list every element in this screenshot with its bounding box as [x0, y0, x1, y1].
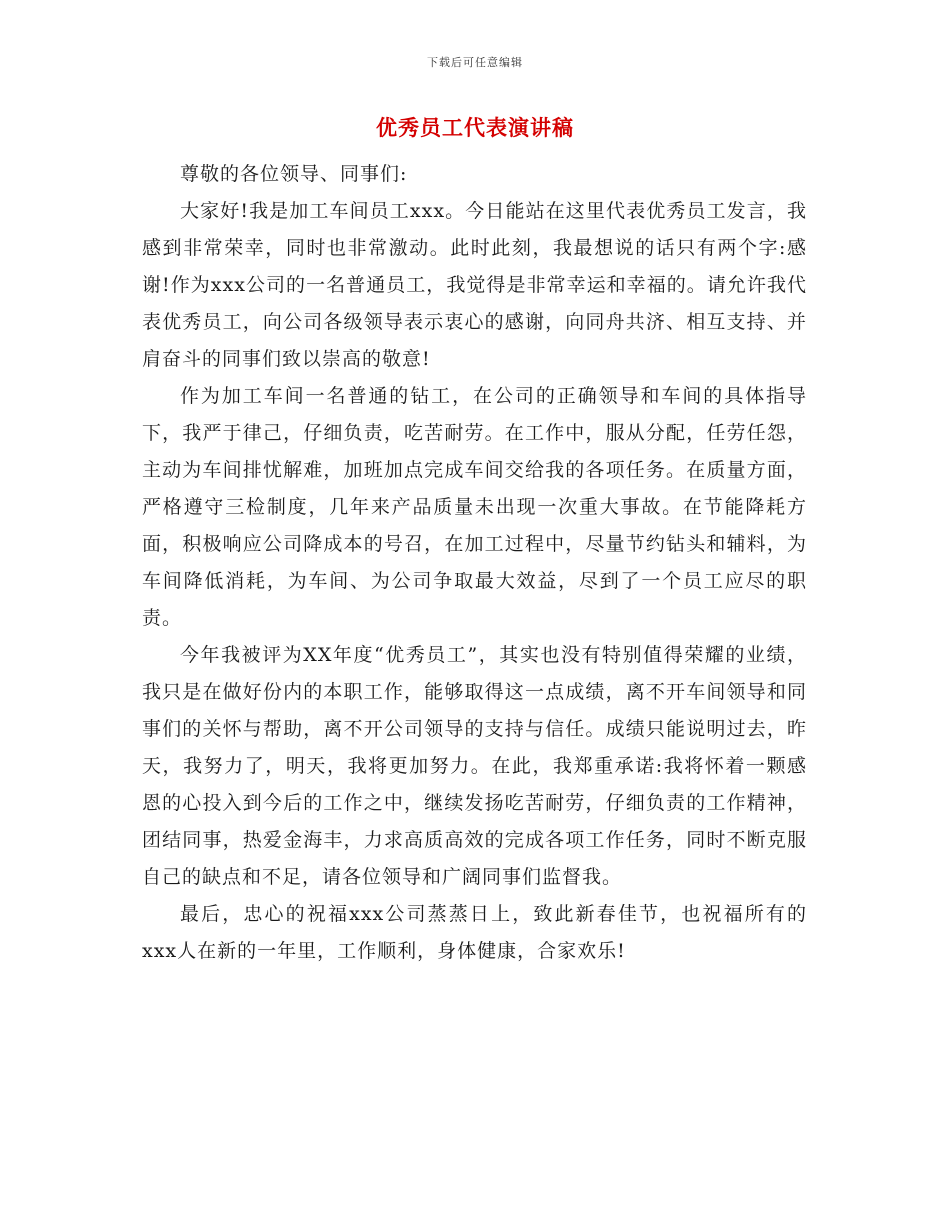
salutation-paragraph: 尊敬的各位领导、同事们: — [180, 163, 408, 185]
document-body — [142, 156, 807, 970]
body-paragraph: 今年我被评为XX年度“优秀员工”，其实也没有特别值得荣耀的业绩，我只是在做好份内的本职工作，能够取得这一点成绩，离不开车间领导和同事们的关怀与帮助，离不开公司领导的支持与信任。成绩只能说明过去，昨天，我努力了，明天，我将更加努力。在此，我郑重承诺:我将怀着一颗感恩的心投入到今后的工作之中，继续发扬吃苦耐劳，仔细负责的工作精神，团结同事，热爱金海丰，力求高质高效的完成各项工作任务，同时不断克服自己的缺点和不足，请各位领导和广阔同事们监督我。 — [142, 644, 807, 888]
closing-paragraph: 最后，忠心的祝福xxx公司蒸蒸日上，致此新春佳节，也祝福所有的xxx人在新的一年里，工作顺利，身体健康，合家欢乐! — [142, 903, 807, 962]
header-note: 下载后可任意编辑 — [427, 56, 523, 69]
document-title: 优秀员工代表演讲稿 — [376, 115, 574, 140]
body-paragraph: 大家好!我是加工车间员工xxx。今日能站在这里代表优秀员工发言，我感到非常荣幸，同时也非常激动。此时此刻，我最想说的话只有两个字:感谢!作为xxx公司的一名普通员工，我觉得是非常幸运和幸福的。请允许我代表优秀员工，向公司各级领导表示衷心的感谢，向同舟共济、相互支持、并肩奋斗的同事们致以崇高的敬意! — [142, 200, 807, 370]
body-paragraph: 作为加工车间一名普通的钻工，在公司的正确领导和车间的具体指导下，我严于律己，仔细负责，吃苦耐劳。在工作中，服从分配，任劳任怨，主动为车间排忧解难，加班加点完成车间交给我的各项任务。在质量方面，严格遵守三检制度，几年来产品质量未出现一次重大事故。在节能降耗方面，积极响应公司降成本的号召，在加工过程中，尽量节约钻头和辅料，为车间降低消耗，为车间、为公司争取最大效益，尽到了一个员工应尽的职责。 — [142, 385, 807, 629]
